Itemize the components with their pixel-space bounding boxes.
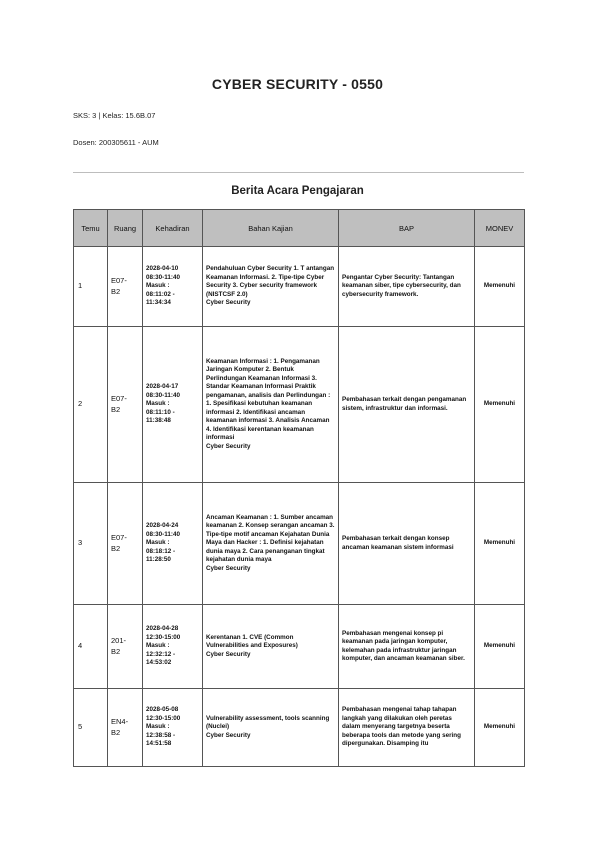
- cell-bap: Pembahasan mengenai tahap tahapan langkah yang dilakukan oleh peretas dalam menyerang targetnya beserta beberapa tools dan metode yang sering dipergunakan. Disamping itu: [339, 689, 475, 767]
- cell-temu: 4: [74, 605, 108, 689]
- cell-ruang: E07- B2: [108, 247, 143, 327]
- column-header-ruang: Ruang: [108, 210, 143, 247]
- cell-monev: Memenuhi: [475, 327, 525, 483]
- column-header-monev: MONEV: [475, 210, 525, 247]
- cell-bap: Pengantar Cyber Security: Tantangan keamanan siber, tipe cybersecurity, dan cybersecurity framework.: [339, 247, 475, 327]
- cell-monev: Memenuhi: [475, 247, 525, 327]
- divider: [73, 172, 524, 173]
- cell-temu: 2: [74, 327, 108, 483]
- cell-temu: 3: [74, 483, 108, 605]
- cell-kehadiran: 2028-05-08 12:30-15:00 Masuk : 12:38:58 - 14:51:58: [143, 689, 203, 767]
- class-info: SKS: 3 | Kelas: 15.6B.07: [73, 111, 156, 120]
- table-row: [74, 327, 525, 483]
- bap-table: [73, 209, 525, 767]
- lecturer-info: Dosen: 200305611 - AUM: [73, 138, 159, 147]
- cell-monev: Memenuhi: [475, 605, 525, 689]
- cell-ruang: EN4- B2: [108, 689, 143, 767]
- cell-bahan-kajian: Keamanan Informasi : 1. Pengamanan Jaringan Komputer 2. Bentuk Perlindungan Keamanan Informasi 3. Standar Keamanan Informasi Praktik pengamanan, analisis dan Perlindungan : 1. Spesifikasi kebutuhan keamanan informasi 2. Identifikasi ancaman keamanan informasi 3. Analisis Ancaman 4. Identifikasi kerentanan keamanan informasi Cyber Security: [203, 327, 339, 483]
- cell-kehadiran: 2028-04-24 08:30-11:40 Masuk : 08:18:12 - 11:28:50: [143, 483, 203, 605]
- table-row: [74, 689, 525, 767]
- cell-kehadiran: 2028-04-10 08:30-11:40 Masuk : 08:11:02 - 11:34:34: [143, 247, 203, 327]
- cell-bahan-kajian: Kerentanan 1. CVE (Common Vulnerabilities and Exposures) Cyber Security: [203, 605, 339, 689]
- column-header-bahan-kajian: Bahan Kajian: [203, 210, 339, 247]
- cell-temu: 5: [74, 689, 108, 767]
- cell-ruang: 201- B2: [108, 605, 143, 689]
- cell-bap: Pembahasan mengenai konsep pi keamanan pada jaringan komputer, kelemahan pada infrastruktur jaringan komputer, dan ancaman keamanan siber.: [339, 605, 475, 689]
- cell-monev: Memenuhi: [475, 483, 525, 605]
- column-header-bap: BAP: [339, 210, 475, 247]
- cell-bahan-kajian: Vulnerability assessment, tools scanning (Nuclei) Cyber Security: [203, 689, 339, 767]
- column-header-kehadiran: Kehadiran: [143, 210, 203, 247]
- course-title: CYBER SECURITY - 0550: [211, 76, 384, 92]
- column-header-temu: Temu: [74, 210, 108, 247]
- cell-bap: Pembahasan terkait dengan konsep ancaman keamanan sistem informasi: [339, 483, 475, 605]
- cell-kehadiran: 2028-04-28 12:30-15:00 Masuk : 12:32:12 - 14:53:02: [143, 605, 203, 689]
- table-row: [74, 483, 525, 605]
- cell-bahan-kajian: Ancaman Keamanan : 1. Sumber ancaman keamanan 2. Konsep serangan ancaman 3. Tipe-tipe motif ancaman Kejahatan Dunia Maya dan Hacker : 1. Definisi kejahatan dunia maya 2. Cara penanganan tingkat kejahatan dunia maya Cyber Security: [203, 483, 339, 605]
- table-row: [74, 247, 525, 327]
- section-title: Berita Acara Pengajaran: [231, 185, 364, 197]
- table-header-row: [74, 210, 525, 247]
- cell-temu: 1: [74, 247, 108, 327]
- cell-ruang: E07- B2: [108, 483, 143, 605]
- cell-ruang: E07- B2: [108, 327, 143, 483]
- cell-bahan-kajian: Pendahuluan Cyber Security 1. T antangan Keamanan Informasi. 2. Tipe-tipe Cyber Security 3. Cyber security framework (NISTCSF 2.0) Cyber Security: [203, 247, 339, 327]
- table-row: [74, 605, 525, 689]
- cell-kehadiran: 2028-04-17 08:30-11:40 Masuk : 08:11:10 - 11:38:48: [143, 327, 203, 483]
- cell-bap: Pembahasan terkait dengan pengamanan sistem, infrastruktur dan informasi.: [339, 327, 475, 483]
- cell-monev: Memenuhi: [475, 689, 525, 767]
